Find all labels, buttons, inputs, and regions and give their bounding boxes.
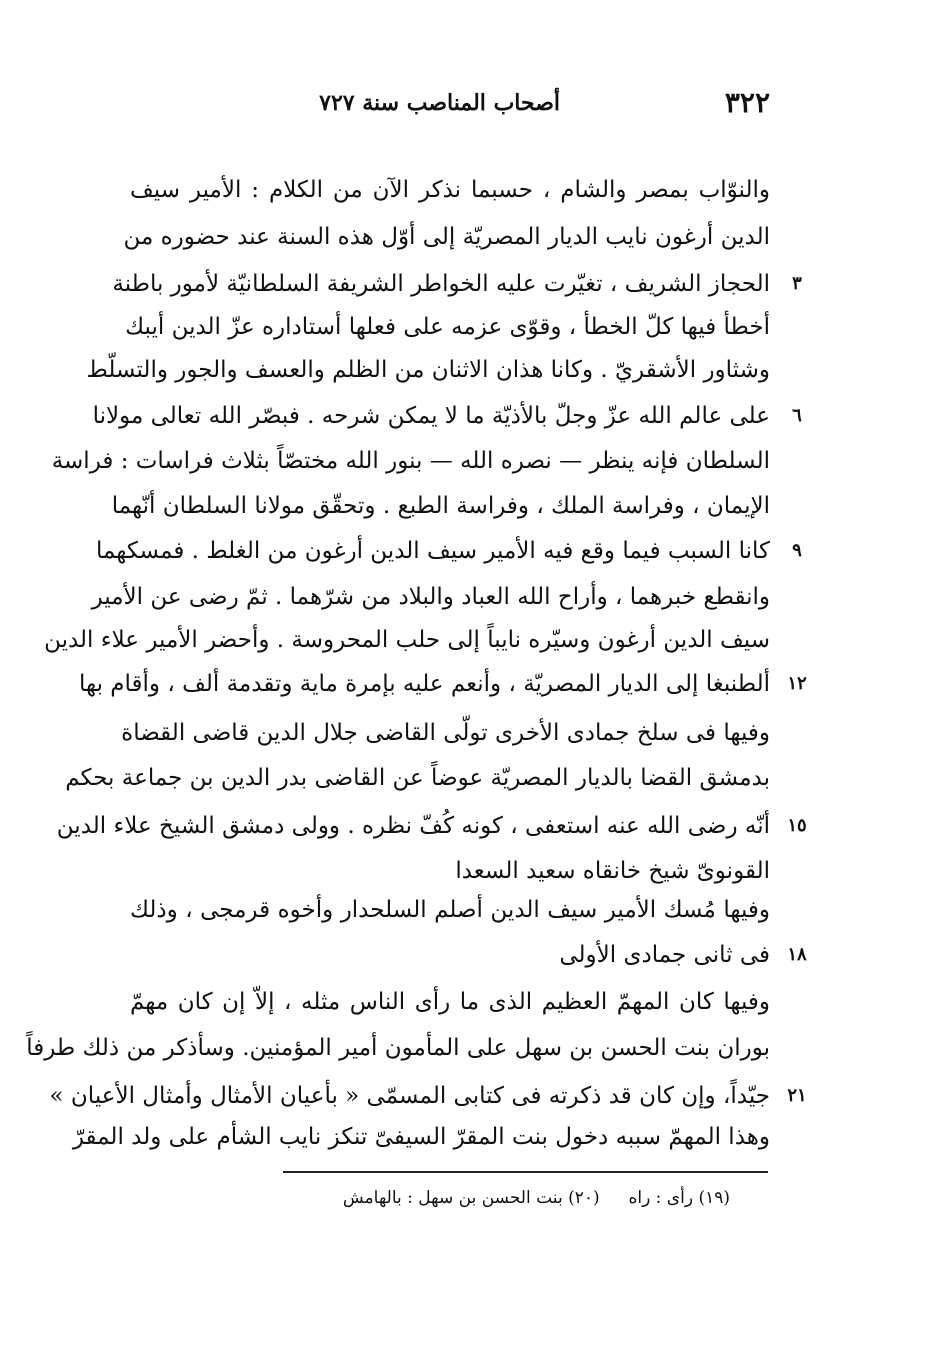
text-line: والنوّاب بمصر والشام ، حسبما نذكر الآن من الكلام : الأمير سيف xyxy=(130,177,770,203)
page-header xyxy=(135,86,770,126)
footnotes xyxy=(230,1181,730,1215)
line-number: ٩ xyxy=(792,540,802,561)
line-number: ١٢ xyxy=(787,673,807,694)
text-line: فى ثانى جمادى الأولى xyxy=(559,942,770,968)
text-line: أنّه رضى الله عنه استعفى ، كونه كُفّ نظره . وولى دمشق الشيخ علاء الدين xyxy=(56,813,770,839)
running-title: أصحاب المناصب سنة ٧٢٧ xyxy=(319,90,560,116)
text-line: وفيها مُسك الأمير سيف الدين أصلم السلحدار وأخوه قرمجى ، وذلك xyxy=(130,897,770,923)
text-line: أخطأ فيها كلّ الخطأ ، وقوّى عزمه على فعلها أستاداره عزّ الدين أيبك xyxy=(125,314,770,340)
text-line: وفيها كان المهمّ العظيم الذى ما رأى الناس مثله ، إلاّ إن كان مهمّ xyxy=(130,989,770,1015)
text-line: وانقطع خبرهما ، وأراح الله العباد والبلاد من شرّهما . ثمّ رضى عن الأمير xyxy=(91,584,770,610)
page-number: ٣٢٢ xyxy=(724,86,770,119)
line-number: ٢١ xyxy=(787,1085,807,1106)
text-line: الحجاز الشريف ، تغيّرت عليه الخواطر الشريفة السلطانيّة لأمور باطنة xyxy=(112,271,770,297)
footnote-19: (١٩) رأى : راه xyxy=(628,1188,730,1208)
footnote-divider xyxy=(283,1171,768,1173)
text-line: القونوىّ شيخ خانقاه سعيد السعدا xyxy=(455,858,770,884)
text-line: بدمشق القضا بالديار المصريّة عوضاً عن القاضى بدر الدين بن جماعة بحكم xyxy=(65,765,770,791)
text-line: الإيمان ، وفراسة الملك ، وفراسة الطبع . وتحقّق مولانا السلطان أنّهما xyxy=(111,493,770,519)
text-line: وفيها فى سلخ جمادى الأخرى تولّى القاضى جلال الدين قاضى القضاة xyxy=(121,720,770,746)
text-line: بوران بنت الحسن بن سهل على المأمون أمير المؤمنين. وسأذكر من ذلك طرفاً xyxy=(26,1035,770,1061)
text-line: على عالم الله عزّ وجلّ بالأذيّة ما لا يمكن شرحه . فبصّر الله تعالى مولانا xyxy=(92,403,770,429)
text-line: ألطنبغا إلى الديار المصريّة ، وأنعم عليه بإمرة ماية وتقدمة ألف ، وأقام بها xyxy=(78,671,770,697)
text-line: سيف الدين أرغون وسيّره نايباً إلى حلب المحروسة . وأحضر الأمير علاء الدين xyxy=(44,627,770,653)
text-line: الدين أرغون نايب الديار المصريّة إلى أوّل هذه السنة عند حضوره من xyxy=(123,224,770,250)
line-number: ٦ xyxy=(792,405,802,426)
text-line: وهذا المهمّ سببه دخول بنت المقرّ السيفىّ تنكز نايب الشأم على ولد المقرّ xyxy=(72,1124,770,1150)
line-number: ١٨ xyxy=(787,944,807,965)
line-number: ٣ xyxy=(792,273,802,294)
line-number: ١٥ xyxy=(787,815,807,836)
footnote-20: (٢٠) بنت الحسن بن سهل : بالهامش xyxy=(342,1188,600,1208)
text-line: كانا السبب فيما وقع فيه الأمير سيف الدين أرغون من الغلط . فمسكهما xyxy=(95,538,770,564)
text-line: جيّداً، وإن كان قد ذكرته فى كتابى المسمّى « بأعيان الأمثال وأمثال الأعيان » xyxy=(49,1083,770,1109)
text-line: وشثاور الأشقريّ . وكانا هذان الاثنان من الظلم والعسف والجور والتسلّط xyxy=(86,357,770,383)
text-line: السلطان فإنه ينظر — نصره الله — بنور الله مختصّاً بثلاث فراسات : فراسة xyxy=(51,448,770,474)
